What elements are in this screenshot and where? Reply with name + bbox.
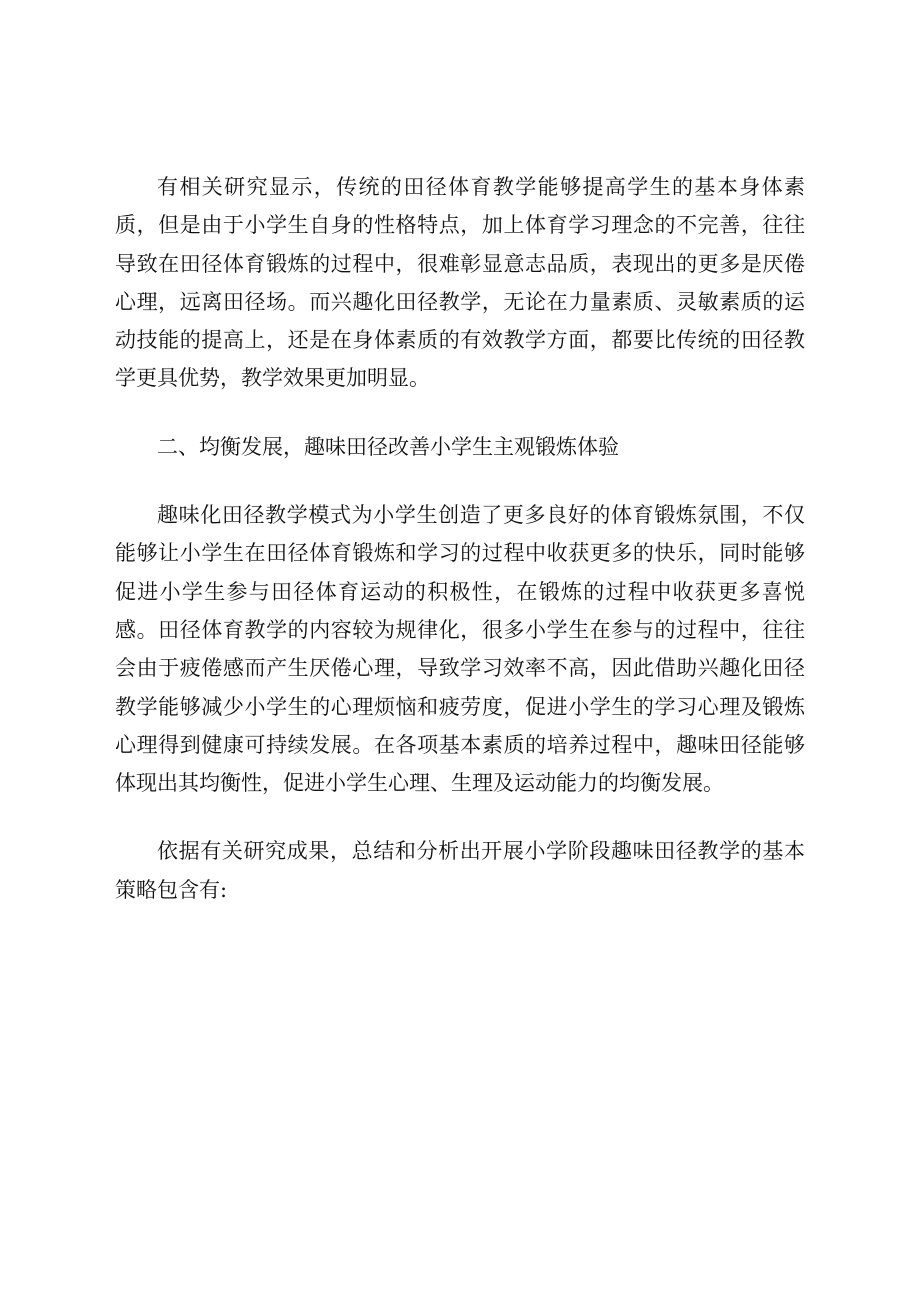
document-body [115, 168, 805, 909]
paragraph-fun-track-teaching: 趣味化田径教学模式为小学生创造了更多良好的体育锻炼氛围，不仅能够让小学生在田径体育锻炼和学习的过程中收获更多的快乐，同时能够促进小学生参与田径体育运动的积极性，在锻炼的过程中收获更多喜悦感。田径体育教学的内容较为规律化，很多小学生在参与的过程中，往往会由于疲倦感而产生厌倦心理，导致学习效率不高，因此借助兴趣化田径教学能够减少小学生的心理烦恼和疲劳度，促进小学生的学习心理及锻炼心理得到健康可持续发展。在各项基本素质的培养过程中，趣味田径能够体现出其均衡性，促进小学生心理、生理及运动能力的均衡发展。 [115, 503, 805, 796]
paragraph-research-findings: 有相关研究显示，传统的田径体育教学能够提高学生的基本身体素质，但是由于小学生自身的性格特点，加上体育学习理念的不完善，往往导致在田径体育锻炼的过程中，很难彰显意志品质，表现出的更多是厌倦心理，远离田径场。而兴趣化田径教学，无论在力量素质、灵敏素质的运动技能的提高上，还是在身体素质的有效教学方面，都要比传统的田径教学更具优势，教学效果更加明显。 [115, 175, 805, 391]
paragraph-strategy-intro: 依据有关研究成果，总结和分析出开展小学阶段趣味田径教学的基本策略包含有: [115, 839, 805, 902]
section-heading-balanced-development: 二、均衡发展，趣味田径改善小学生主观锻炼体验 [157, 434, 619, 459]
